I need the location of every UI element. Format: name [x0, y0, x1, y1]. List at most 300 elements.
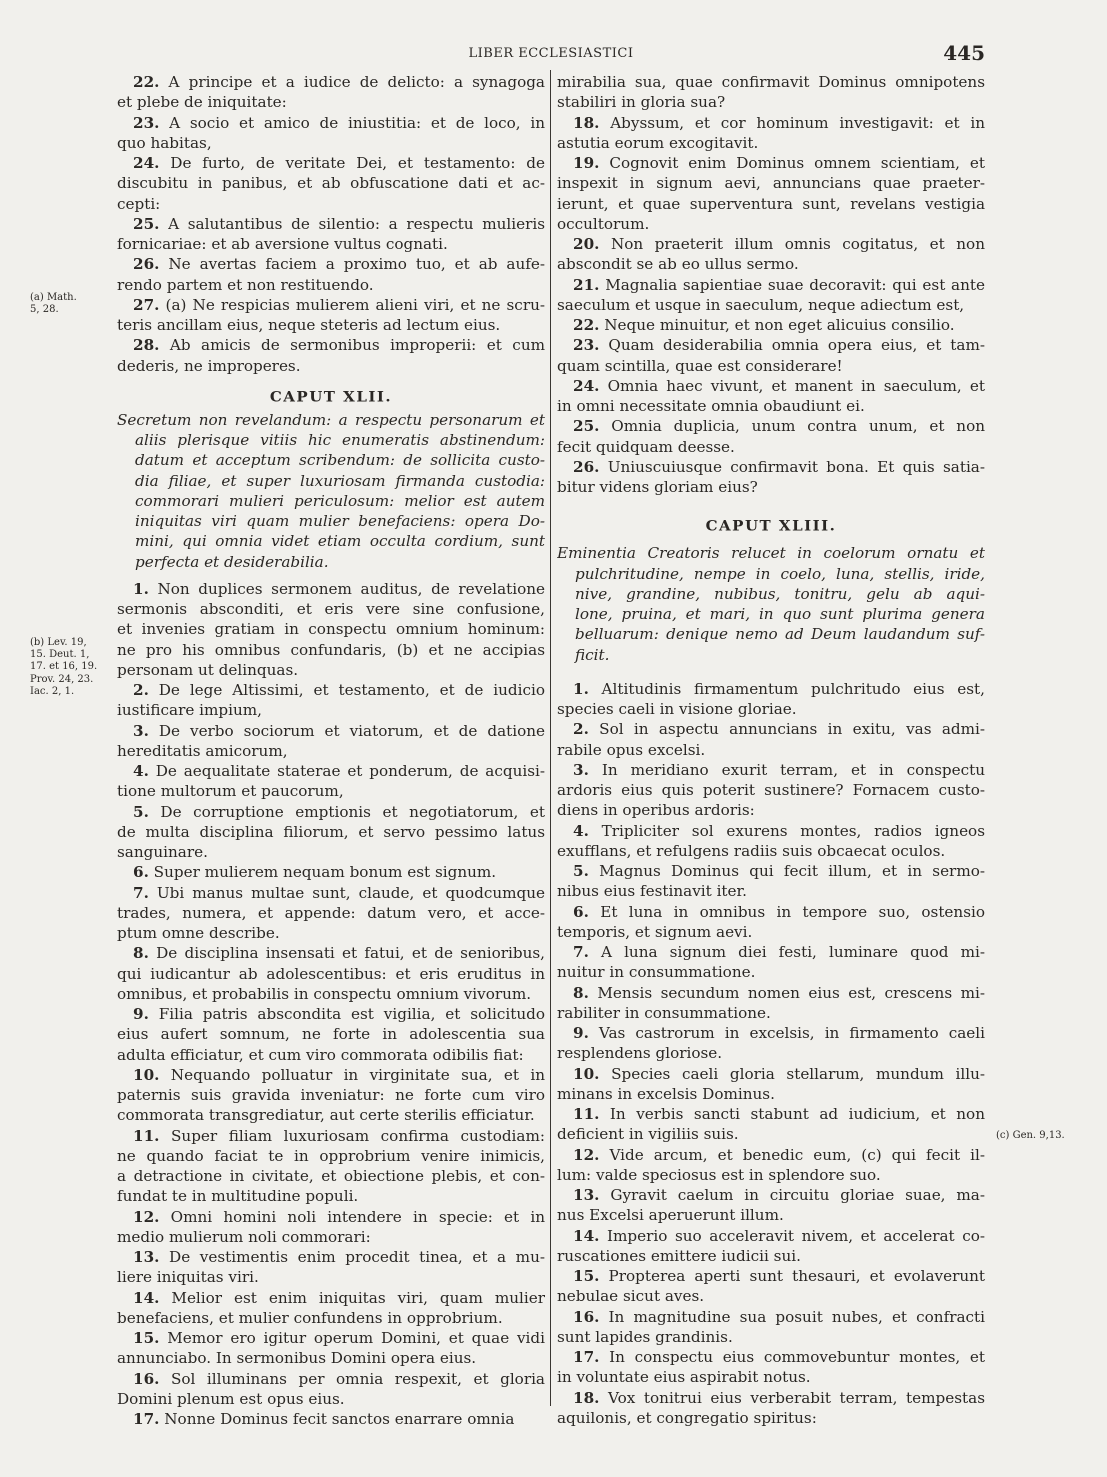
- verse-line: [557, 881, 985, 901]
- verse-line-start: [557, 983, 985, 1003]
- verse-line-start: [557, 679, 985, 699]
- verse-line: [557, 1124, 985, 1144]
- verse-line-start: [557, 1145, 985, 1165]
- verse-number: 7.: [573, 943, 589, 961]
- verse-text: In magnitudine sua posuit nubes, et confracti: [599, 1307, 985, 1326]
- verse-line: [117, 133, 545, 153]
- summary-line: iniquitas viri quam mulier benefaciens: opera Do-: [135, 512, 545, 530]
- verse-text: rabile opus excelsi.: [557, 740, 706, 759]
- verse-text: nebulae sicut aves.: [557, 1287, 705, 1306]
- verse-line-start: [117, 862, 545, 882]
- chapter-summary-xliii: [557, 543, 985, 665]
- verse-number: 23.: [573, 336, 600, 355]
- verse-line: [117, 1389, 545, 1409]
- verse-text: iustificare impium,: [117, 701, 263, 720]
- verse-text: sunt lapides grandinis.: [557, 1327, 733, 1346]
- verse-number: 18.: [573, 1388, 600, 1407]
- verse-text: stabiliri in gloria sua?: [557, 93, 726, 112]
- verse-line-start: [557, 275, 985, 295]
- verse-text: annunciabo. In sermonibus Domini opera eius.: [117, 1349, 477, 1368]
- verse-number: 17.: [573, 1348, 600, 1366]
- chapter-heading-xliii: CAPUT XLIII.: [705, 518, 837, 535]
- verse-line: [557, 800, 985, 820]
- margin-note-line: 17. et 16, 19.: [30, 661, 98, 673]
- summary-line: aliis plerisque vitiis hic enumeratis abstinendum:: [135, 431, 545, 449]
- verse-number: 13.: [573, 1186, 600, 1204]
- verse-line: [117, 315, 545, 335]
- verse-line-start: [557, 376, 985, 396]
- verse-line: [557, 173, 985, 193]
- verse-number: 5.: [573, 862, 589, 880]
- verse-line: [117, 92, 545, 112]
- verse-line-start: [117, 1065, 545, 1085]
- verse-text: Non duplices sermonem auditus, de revelatione: [148, 579, 545, 598]
- verse-text: Memor ero igitur operum Domini, et quae vidi: [159, 1329, 545, 1347]
- verse-text: De corruptione emptionis et negotiatorum, et: [148, 802, 545, 821]
- summary-line: mini, qui omnia videt etiam occulta cordium, sunt: [135, 532, 545, 551]
- verse-line: [557, 1327, 985, 1347]
- verse-number: 27.: [133, 295, 160, 314]
- verse-line-start: [117, 113, 545, 133]
- verse-text: Ab amicis de sermonibus improperii: et cum: [159, 336, 545, 355]
- verse-text: commorata transgrediatur, aut certe sterilis efficiatur.: [117, 1106, 535, 1125]
- verse-text: Vide arcum, et benedic eum, (c) qui fecit il-: [599, 1145, 985, 1164]
- verse-text: In meridiano exurit terram, et in conspectu: [588, 760, 985, 779]
- verse-line: [117, 1267, 545, 1287]
- verse-text: resplendens gloriose.: [557, 1044, 723, 1063]
- verse-text: Ubi manus multae sunt, claude, et quodcumque: [148, 883, 545, 902]
- verse-line-start: [117, 579, 545, 599]
- verse-text: liere iniquitas viri.: [117, 1268, 259, 1287]
- verse-text: Abyssum, et cor hominum investigavit: et in: [599, 113, 985, 132]
- verse-text: paternis suis gravida inveniatur: ne forte cum viro: [117, 1086, 545, 1104]
- verse-text: a detractione in civitate, et obiectione plebis, et con-: [117, 1167, 545, 1185]
- verse-number: 18.: [573, 113, 600, 132]
- verse-line: [557, 1084, 985, 1104]
- verse-line-start: [117, 295, 545, 315]
- verse-line-start: [557, 113, 985, 133]
- verse-number: 22.: [133, 73, 160, 91]
- verse-number: 19.: [573, 154, 600, 172]
- verse-text: Mensis secundum nomen eius est, crescens mi-: [588, 983, 985, 1002]
- verse-text: Melior est enim iniquitas viri, quam mulier: [159, 1288, 545, 1307]
- verse-text: fecit quidquam deesse.: [557, 437, 735, 456]
- verse-number: 23.: [133, 113, 160, 132]
- verse-line: [117, 275, 545, 295]
- verse-line-start: [557, 1023, 985, 1043]
- verse-number: 1.: [133, 579, 149, 598]
- verse-text: De disciplina insensati et fatui, et de senioribus,: [148, 944, 545, 963]
- verse-line: [557, 1003, 985, 1023]
- verse-line-start: [557, 1226, 985, 1246]
- verse-number: 10.: [133, 1065, 160, 1084]
- verse-line: [117, 822, 545, 842]
- verse-text: Cognovit enim Dominus omnem scientiam, et: [599, 154, 985, 172]
- verse-text: Vas castrorum in excelsis, in firmamento caeli: [588, 1024, 985, 1042]
- verse-text: saeculum et usque in saeculum, neque adiectum est,: [557, 295, 965, 314]
- summary-line: perfecta et desiderabilia.: [135, 552, 329, 571]
- verse-line: [557, 133, 985, 153]
- verse-line-start: [117, 335, 545, 355]
- verse-line: [117, 903, 545, 923]
- verse-text: Nonne Dominus fecit sanctos enarrare omnia: [159, 1410, 515, 1428]
- verse-number: 25.: [573, 417, 600, 436]
- verse-line: [117, 842, 545, 862]
- right-column: [557, 72, 985, 1428]
- verse-line: [557, 1367, 985, 1387]
- verse-line-start: [117, 802, 545, 822]
- verse-number: 24.: [133, 154, 160, 172]
- running-title: LIBER ECCLESIASTICI: [468, 46, 634, 61]
- column-divider: [550, 70, 551, 1406]
- left-verses-ch41: [117, 72, 545, 376]
- verse-number: 4.: [133, 762, 149, 780]
- running-head: [117, 41, 985, 65]
- verse-line: [557, 1286, 985, 1306]
- verse-text: (a) Ne respicias mulierem alieni viri, et ne scru-: [159, 295, 545, 314]
- verse-text: temporis, et signum aevi.: [557, 922, 753, 941]
- verse-line: [117, 1166, 545, 1186]
- margin-note-b: [30, 637, 110, 698]
- margin-note-a: [30, 292, 110, 316]
- verse-line: [557, 194, 985, 214]
- verse-number: 11.: [573, 1105, 600, 1123]
- verse-text: inspexit in signum aevi, annuncians quae praeter-: [557, 174, 985, 193]
- verse-line: [117, 1227, 545, 1247]
- verse-line: [557, 295, 985, 315]
- verse-text: aquilonis, et congregatio spiritus:: [557, 1408, 817, 1427]
- verse-number: 26.: [133, 255, 160, 274]
- verse-line: [557, 740, 985, 760]
- verse-number: 8.: [133, 944, 149, 963]
- verse-line: [557, 1205, 985, 1225]
- verse-text: ruscationes emittere iudicii sui.: [557, 1246, 801, 1265]
- verse-number: 26.: [573, 457, 600, 476]
- verse-line: [117, 640, 545, 660]
- margin-note-line: (c) Gen. 9,13.: [996, 1130, 1065, 1141]
- verse-text: minans in excelsis Dominus.: [557, 1084, 775, 1103]
- verse-number: 28.: [133, 336, 160, 355]
- verse-line: [557, 841, 985, 861]
- verse-line: [117, 1146, 545, 1166]
- verse-line-start: [117, 883, 545, 903]
- verse-line-start: [557, 1266, 985, 1286]
- verse-text: A salutantibus de silentio: a respectu mulieris: [159, 214, 545, 233]
- verse-text: De lege Altissimi, et testamento, et de iudicio: [148, 681, 545, 699]
- verse-line-start: [117, 1207, 545, 1227]
- verse-text: Super mulierem nequam bonum est signum.: [148, 863, 497, 882]
- verse-line: [117, 1186, 545, 1206]
- verse-line-start: [557, 719, 985, 739]
- verse-text: trades, numera, et appende: datum vero, et acce-: [117, 903, 545, 922]
- verse-text: nibus eius festinavit iter.: [557, 882, 747, 901]
- verse-line-start: [117, 153, 545, 173]
- verse-line: [557, 254, 985, 274]
- verse-line-start: [117, 721, 545, 741]
- verse-text: Omni homini noli intendere in specie: et in: [159, 1207, 545, 1226]
- verse-text: Propterea aperti sunt thesauri, et evolaverunt: [599, 1267, 985, 1285]
- verse-line-start: [557, 1185, 985, 1205]
- verse-text: exufflans, et refulgens radiis suis obcaecat oculos.: [557, 841, 946, 860]
- verse-line-start: [557, 234, 985, 254]
- verse-line: [117, 1308, 545, 1328]
- verse-line: [557, 780, 985, 800]
- verse-text: De verbo sociorum et viatorum, et de datione: [148, 721, 545, 740]
- verse-line: [117, 741, 545, 761]
- verse-line-start: [117, 943, 545, 963]
- verse-line-start: [117, 1247, 545, 1267]
- verse-line: [557, 72, 985, 92]
- verse-text: in voluntate eius aspirabit notus.: [557, 1368, 811, 1387]
- verse-line: [557, 1246, 985, 1266]
- verse-text: Gyravit caelum in circuitu gloriae suae, ma-: [599, 1186, 985, 1204]
- verse-line-start: [117, 214, 545, 234]
- verse-line-start: [117, 1409, 545, 1429]
- verse-line: [557, 214, 985, 234]
- verse-line: [117, 1085, 545, 1105]
- verse-text: benefaciens, et mulier confundens in opprobrium.: [117, 1308, 503, 1327]
- summary-line: nive, grandine, nubibus, tonitru, gelu ab aqui-: [575, 584, 985, 603]
- verse-line: [117, 984, 545, 1004]
- verse-line-start: [557, 153, 985, 173]
- verse-text: sermonis absconditi, et eris vere sine confusione,: [117, 600, 545, 618]
- verse-text: A socio et amico de iniustitia: et de loco, in: [159, 113, 545, 132]
- verse-line-start: [117, 680, 545, 700]
- verse-text: Altitudinis firmamentum pulchritudo eius est,: [588, 679, 985, 698]
- verse-line: [117, 781, 545, 801]
- verse-text: A principe et a iudice de delicto: a synagoga: [159, 73, 545, 91]
- verse-text: Omnia duplicia, unum contra unum, et non: [599, 417, 985, 436]
- verse-line-start: [557, 1307, 985, 1327]
- verse-line-start: [557, 335, 985, 355]
- verse-number: 14.: [133, 1288, 160, 1307]
- verse-text: rabiliter in consummatione.: [557, 1003, 771, 1022]
- margin-note-line: Iac. 2, 1.: [30, 685, 75, 697]
- verse-line-start: [557, 902, 985, 922]
- verse-line: [117, 234, 545, 254]
- verse-text: Non praeterit illum omnis cogitatus, et non: [599, 235, 985, 253]
- verse-line: [557, 1408, 985, 1428]
- verse-line-start: [117, 1369, 545, 1389]
- verse-line-start: [557, 1347, 985, 1367]
- verse-text: ptum omne describe.: [117, 924, 280, 942]
- verse-text: Sol illuminans per omnia respexit, et gloria: [159, 1369, 545, 1388]
- verse-line: [117, 599, 545, 619]
- summary-line: pulchritudine, nempe in coelo, luna, stellis, iride,: [575, 564, 985, 583]
- verse-number: 25.: [133, 214, 160, 233]
- verse-number: 7.: [133, 883, 149, 902]
- verse-text: abscondit se ab eo ullus sermo.: [557, 255, 799, 274]
- verse-line: [117, 660, 545, 680]
- verse-line: [557, 92, 985, 112]
- verse-text: Nequando polluatur in virginitate sua, et in: [159, 1065, 545, 1084]
- verse-line: [557, 437, 985, 457]
- verse-text: tione multorum et paucorum,: [117, 782, 344, 801]
- verse-number: 8.: [573, 983, 589, 1002]
- verse-text: Neque minuitur, et non eget alicuius consilio.: [599, 316, 955, 334]
- verse-number: 3.: [573, 760, 589, 779]
- margin-note-line: (b) Lev. 19,: [30, 637, 87, 648]
- verse-line: [557, 699, 985, 719]
- verse-text: nus Excelsi aperuerunt illum.: [557, 1206, 784, 1225]
- margin-note-line: (a) Math.: [30, 292, 77, 303]
- verse-number: 16.: [573, 1307, 600, 1326]
- verse-line-start: [557, 416, 985, 436]
- left-column: [117, 72, 545, 1429]
- verse-line-start: [557, 457, 985, 477]
- verse-number: 4.: [573, 821, 589, 840]
- verse-line-start: [557, 1064, 985, 1084]
- margin-note-line: 15. Deut. 1,: [30, 649, 90, 661]
- chapter-summary-xlii: [117, 410, 545, 572]
- verse-text: Filia patris abscondita est vigilia, et solicitudo: [148, 1005, 545, 1023]
- verse-text: astutia eorum excogitavit.: [557, 133, 759, 152]
- verse-text: diens in operibus ardoris:: [557, 801, 755, 820]
- verse-text: sanguinare.: [117, 843, 208, 861]
- verse-text: hereditatis amicorum,: [117, 741, 288, 760]
- verse-text: In verbis sancti stabunt ad iudicium, et non: [599, 1105, 985, 1123]
- verse-line-start: [117, 254, 545, 274]
- verse-line: [117, 923, 545, 943]
- summary-line: commorari mulieri periculosum: melior est autem: [135, 491, 545, 510]
- verse-text: De aequalitate staterae et ponderum, de acquisi-: [148, 762, 545, 780]
- verse-text: Ne avertas faciem a proximo tuo, et ab aufe-: [159, 255, 545, 274]
- verse-text: eius aufert somnum, ne forte in adolescentia sua: [117, 1025, 545, 1044]
- verse-text: Species caeli gloria stellarum, mundum illu-: [599, 1064, 985, 1083]
- verse-number: 12.: [573, 1145, 600, 1164]
- verse-line: [557, 477, 985, 497]
- right-verses-ch42: [557, 72, 985, 497]
- verse-line: [117, 356, 545, 376]
- verse-line-start: [117, 72, 545, 92]
- verse-text: adulta efficiatur, et cum viro commorata odibilis fiat:: [117, 1045, 524, 1064]
- verse-text: bitur videns gloriam eius?: [557, 478, 758, 496]
- summary-line: Eminentia Creatoris relucet in coelorum ornatu et: [557, 544, 985, 563]
- verse-line: [117, 700, 545, 720]
- verse-number: 16.: [133, 1369, 160, 1388]
- verse-text: fundat te in multitudine populi.: [117, 1187, 359, 1206]
- verse-text: ne quando faciat te in opprobrium venire inimicis,: [117, 1146, 545, 1165]
- verse-line: [557, 396, 985, 416]
- verse-text: De furto, de veritate Dei, et testamento: de: [159, 154, 545, 172]
- verse-line: [557, 962, 985, 982]
- margin-note-c: [996, 1130, 1096, 1142]
- verse-line-start: [557, 821, 985, 841]
- verse-line: [117, 1045, 545, 1065]
- verse-text: Et luna in omnibus in tempore suo, ostensio: [588, 902, 985, 921]
- summary-line: lone, pruina, et mari, in quo sunt plurima genera: [575, 605, 985, 623]
- verse-text: teris ancillam eius, neque steteris ad lectum eius.: [117, 316, 501, 334]
- verse-line-start: [117, 1328, 545, 1348]
- verse-number: 1.: [573, 679, 589, 698]
- summary-line: belluarum: denique nemo ad Deum laudandum suf-: [575, 625, 985, 644]
- right-verses-ch43: [557, 679, 985, 1428]
- verse-text: qui iudicantur ab adolescentibus: et eris eruditus in: [117, 964, 545, 983]
- summary-line: Secretum non revelandum: a respectu personarum et: [117, 410, 545, 429]
- verse-number: 13.: [133, 1248, 160, 1266]
- verse-text: deficient in vigiliis suis.: [557, 1125, 739, 1144]
- verse-line: [117, 964, 545, 984]
- verse-text: mirabilia sua, quae confirmavit Dominus omnipotens: [557, 73, 985, 91]
- verse-number: 6.: [573, 902, 589, 921]
- verse-line: [557, 922, 985, 942]
- verse-line-start: [557, 1388, 985, 1408]
- verse-number: 14.: [573, 1226, 600, 1245]
- verse-line: [117, 619, 545, 639]
- verse-number: 15.: [133, 1329, 160, 1347]
- verse-line: [117, 1348, 545, 1368]
- verse-line: [117, 1024, 545, 1044]
- verse-line-start: [117, 1126, 545, 1146]
- verse-text: et plebe de iniquitate:: [117, 93, 287, 112]
- verse-text: In conspectu eius commovebuntur montes, et: [599, 1348, 985, 1366]
- verse-number: 9.: [133, 1005, 149, 1023]
- verse-number: 6.: [133, 863, 149, 882]
- verse-text: personam ut delinquas.: [117, 660, 299, 679]
- verse-number: 2.: [133, 681, 149, 699]
- verse-number: 12.: [133, 1207, 160, 1226]
- verse-text: Quam desiderabilia omnia opera eius, et tam-: [599, 336, 985, 355]
- verse-number: 9.: [573, 1024, 589, 1042]
- verse-number: 17.: [133, 1410, 160, 1428]
- verse-line-start: [557, 315, 985, 335]
- left-verses-ch42: [117, 579, 545, 1430]
- verse-number: 15.: [573, 1267, 600, 1285]
- verse-line: [117, 1105, 545, 1125]
- verse-text: nuitur in consummatione.: [557, 963, 756, 982]
- chapter-heading-xlii: CAPUT XLII.: [269, 388, 393, 405]
- verse-line: [557, 356, 985, 376]
- summary-line: datum et acceptum scribendum: de sollicita custo-: [135, 451, 545, 470]
- verse-number: 22.: [573, 316, 600, 334]
- verse-line-start: [557, 1104, 985, 1124]
- verse-text: Omnia haec vivunt, et manent in saeculum, et: [599, 376, 985, 395]
- verse-text: quam scintilla, quae est considerare!: [557, 356, 843, 375]
- verse-number: 10.: [573, 1064, 600, 1083]
- verse-text: et invenies gratiam in conspectu omnium hominum:: [117, 620, 545, 639]
- verse-text: ardoris eius quis poterit sustinere? Fornacem custo-: [557, 781, 985, 799]
- verse-text: discubitu in panibus, et ab obfuscatione dati et ac-: [117, 174, 545, 193]
- verse-number: 21.: [573, 275, 600, 294]
- verse-number: 5.: [133, 802, 149, 821]
- verse-line-start: [117, 761, 545, 781]
- verse-number: 11.: [133, 1126, 160, 1145]
- verse-text: Magnus Dominus qui fecit illum, et in sermo-: [588, 862, 985, 880]
- verse-line-start: [117, 1288, 545, 1308]
- verse-line: [117, 173, 545, 193]
- verse-number: 20.: [573, 235, 600, 253]
- verse-text: species caeli in visione gloriae.: [557, 700, 797, 718]
- verse-number: 24.: [573, 376, 600, 395]
- verse-text: Uniuscuiusque confirmavit bona. Et quis satia-: [599, 457, 985, 476]
- verse-text: cepti:: [117, 194, 161, 213]
- verse-text: Tripliciter sol exurens montes, radios igneos: [588, 821, 985, 840]
- verse-text: occultorum.: [557, 214, 650, 233]
- verse-text: Magnalia sapientiae suae decoravit: qui est ante: [599, 275, 985, 294]
- summary-line: dia filiae, et super luxuriosam firmanda custodia:: [135, 471, 545, 490]
- verse-text: ne pro his omnibus confundaris, (b) et ne accipias: [117, 640, 545, 659]
- margin-note-line: Prov. 24, 23.: [30, 673, 94, 685]
- verse-line: [557, 1165, 985, 1185]
- verse-text: rendo partem et non restituendo.: [117, 275, 374, 294]
- verse-line-start: [557, 760, 985, 780]
- verse-text: lum: valde speciosus est in splendore suo.: [557, 1165, 881, 1184]
- verse-text: ierunt, et quae superventura sunt, revelans vestigia: [557, 194, 985, 213]
- page-number: 445: [943, 41, 985, 65]
- verse-line-start: [557, 861, 985, 881]
- verse-text: dederis, ne improperes.: [117, 356, 301, 375]
- verse-text: de multa disciplina filiorum, et servo pessimo latus: [117, 822, 545, 841]
